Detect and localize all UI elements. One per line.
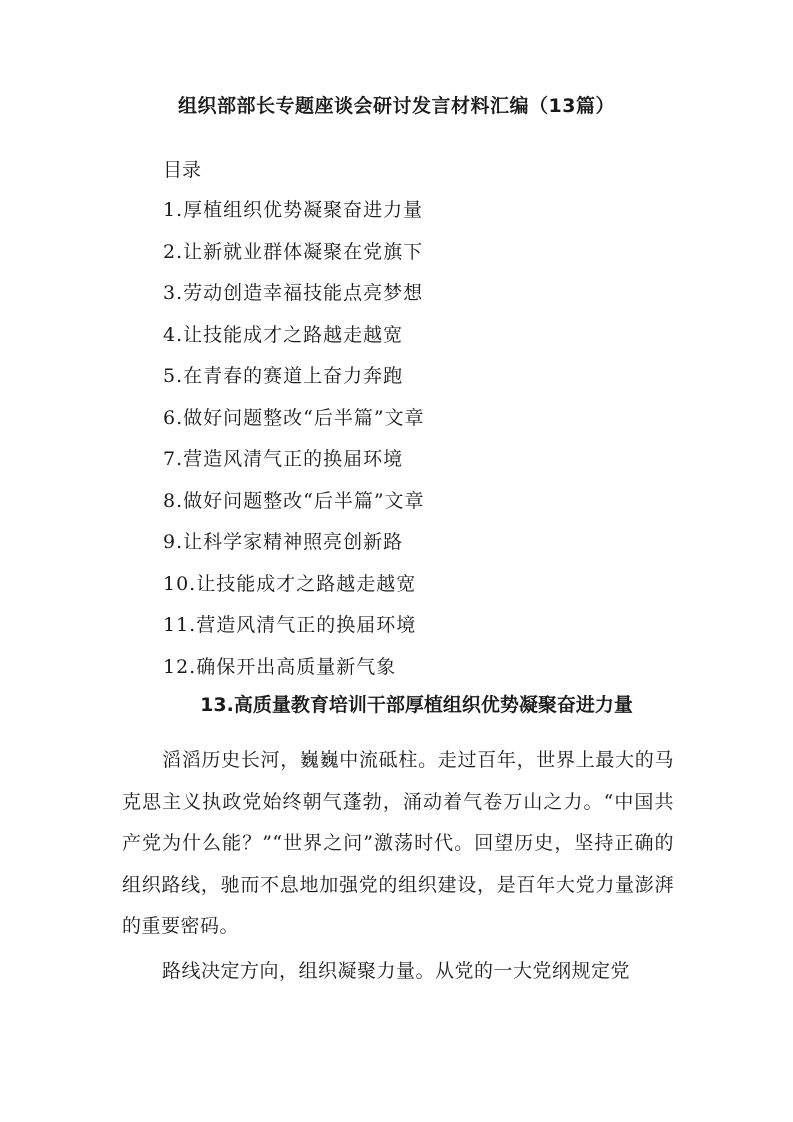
toc-item: 8.做好问题整改“后半篇”文章 xyxy=(163,489,425,512)
toc-item: 9.让科学家精神照亮创新路 xyxy=(163,531,404,553)
toc-item: 12.确保开出高质量新气象 xyxy=(163,655,397,678)
toc-item: 1.厚植组织优势凝聚奋进力量 xyxy=(163,199,424,221)
toc-item: 11.营造风清气正的换届环境 xyxy=(163,614,417,636)
body-paragraph: 滔滔历史长河，巍巍中流砥柱。走过百年，世界上最大的马克思主义执政党始终朝气蓬勃，涌动着气卷万山之力。“中国共产党为什么能？”“世界之问”激荡时代。回望历史，坚持正确的组织路线，驰而不息地加强党的组织建设，是百年大党力量澎湃的重要密码。 xyxy=(122,749,674,937)
document-title: 组织部部长专题座谈会研讨发言材料汇编（13篇） xyxy=(178,95,615,117)
toc-item: 2.让新就业群体凝聚在党旗下 xyxy=(163,240,424,263)
body-paragraph: 路线决定方向，组织凝聚力量。从党的一大党纲规定党 xyxy=(162,960,631,982)
toc-item: 3.劳动创造幸福技能点亮梦想 xyxy=(163,282,424,304)
toc-item: 10.让技能成才之路越走越宽 xyxy=(163,572,417,595)
table-of-contents xyxy=(163,197,425,695)
toc-item: 6.做好问题整改“后半篇”文章 xyxy=(163,406,425,429)
toc-item: 4.让技能成才之路越走越宽 xyxy=(163,323,404,346)
section-title: 13.高质量教育培训干部厚植组织优势凝聚奋进力量 xyxy=(200,694,633,716)
toc-heading: 目录 xyxy=(163,159,202,181)
toc-item: 7.营造风清气正的换届环境 xyxy=(163,448,404,470)
toc-item: 5.在青春的赛道上奋力奔跑 xyxy=(163,365,404,387)
